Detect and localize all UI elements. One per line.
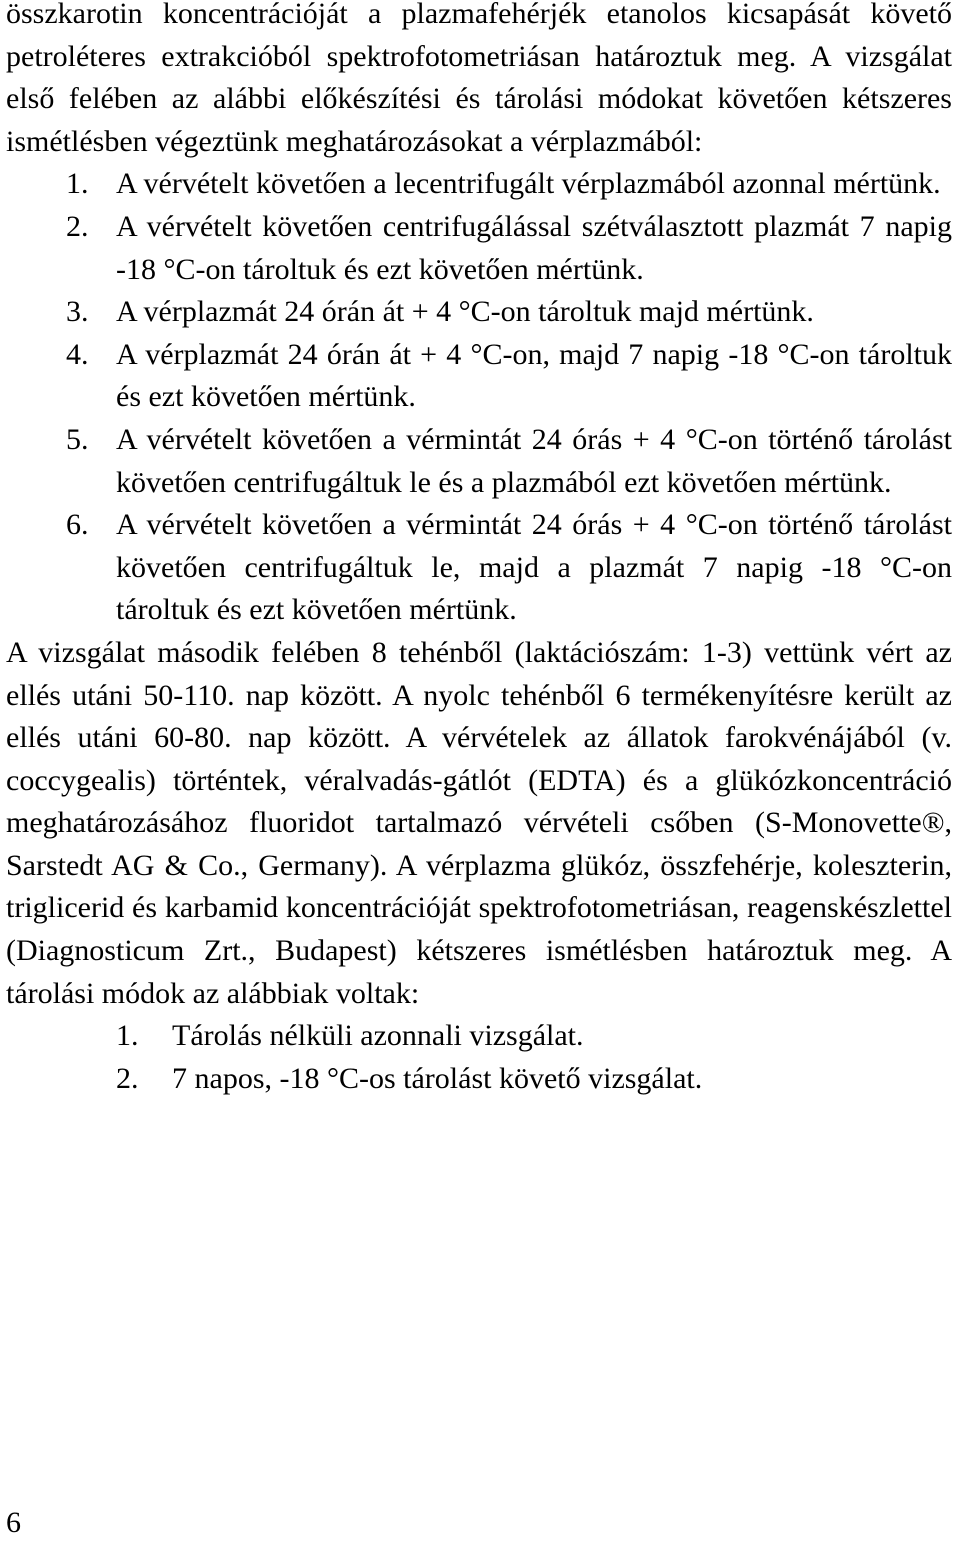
document-page bbox=[6, 0, 952, 1100]
list-item-text: A vérplazmát 24 órán át + 4 °C-on, majd 7 napig -18 °C-on tároltuk és ezt követően mértünk. bbox=[116, 337, 952, 414]
list-item-number: 3. bbox=[66, 295, 89, 329]
page-number: 6 bbox=[6, 1506, 21, 1539]
list-item-text: Tárolás nélküli azonnali vizsgálat. bbox=[172, 1019, 584, 1053]
list-item-text: A vérvételt követően a vérmintát 24 órás + 4 °C-on történő tárolást követően centrifugáltuk le, majd a plazmát 7 napig -18 °C-on tároltuk és ezt követően mértünk. bbox=[116, 508, 952, 627]
list-item bbox=[6, 291, 952, 334]
list-item bbox=[6, 504, 952, 632]
list-item-number: 6. bbox=[66, 508, 89, 542]
list-item-number: 2. bbox=[116, 1061, 139, 1095]
list-item bbox=[6, 334, 952, 419]
list-item-text: A vérvételt követően centrifugálással szétválasztott plazmát 7 napig -18 °C-on tároltuk és ezt követően mértünk. bbox=[116, 209, 952, 286]
second-half-paragraph: A vizsgálat második felében 8 tehénből (laktációszám: 1-3) vettünk vért az ellés utáni 50-110. nap között. A nyolc tehénből 6 termékenyítésre került az ellés utáni 60-80. nap között. A vérvételek az állatok farokvénájából (v. coccygealis) történtek, véralvadás-gátlót (EDTA) és a glükózkoncentráció meghatározásához fluoridot tartalmazó vérvételi csőben (S-Monovette®, Sarstedt AG & Co., Germany). A vérplazma glükóz, összfehérje, koleszterin, triglicerid és karbamid koncentrációját spektrofotometriásan, reagenskészlettel (Diagnosticum Zrt., Budapest) kétszeres ismétlésben határoztuk meg. A tárolási módok az alábbiak voltak: bbox=[6, 635, 952, 1010]
list-item bbox=[6, 419, 952, 504]
list-item-text: A vérvételt követően a lecentrifugált vérplazmából azonnal mértünk. bbox=[116, 167, 941, 201]
list-item-number: 1. bbox=[116, 1019, 139, 1053]
list-item bbox=[6, 206, 952, 291]
list-item-number: 4. bbox=[66, 337, 89, 371]
storage-modes-list bbox=[6, 1015, 952, 1100]
list-item-text: A vérvételt követően a vérmintát 24 órás + 4 °C-on történő tárolást követően centrifugáltuk le és a plazmából ezt követően mértünk. bbox=[116, 422, 952, 499]
list-item-number: 5. bbox=[66, 422, 89, 456]
list-item bbox=[6, 163, 952, 206]
list-item bbox=[6, 1058, 952, 1101]
list-item bbox=[6, 1015, 952, 1058]
preparation-methods-list bbox=[6, 163, 952, 632]
list-item-number: 1. bbox=[66, 167, 89, 201]
list-item-number: 2. bbox=[66, 209, 89, 243]
list-item-text: 7 napos, -18 °C-os tárolást követő vizsgálat. bbox=[172, 1061, 703, 1095]
list-item-text: A vérplazmát 24 órán át + 4 °C-on tároltuk majd mértünk. bbox=[116, 295, 814, 329]
intro-paragraph: összkarotin koncentrációját a plazmafehérjék etanolos kicsapását követő petroléteres extrakcióból spektrofotometriásan határoztuk meg. A vizsgálat első felében az alábbi előkészítési és tárolási módokat követően kétszeres ismétlésben végeztünk meghatározásokat a vérplazmából: bbox=[6, 0, 952, 158]
